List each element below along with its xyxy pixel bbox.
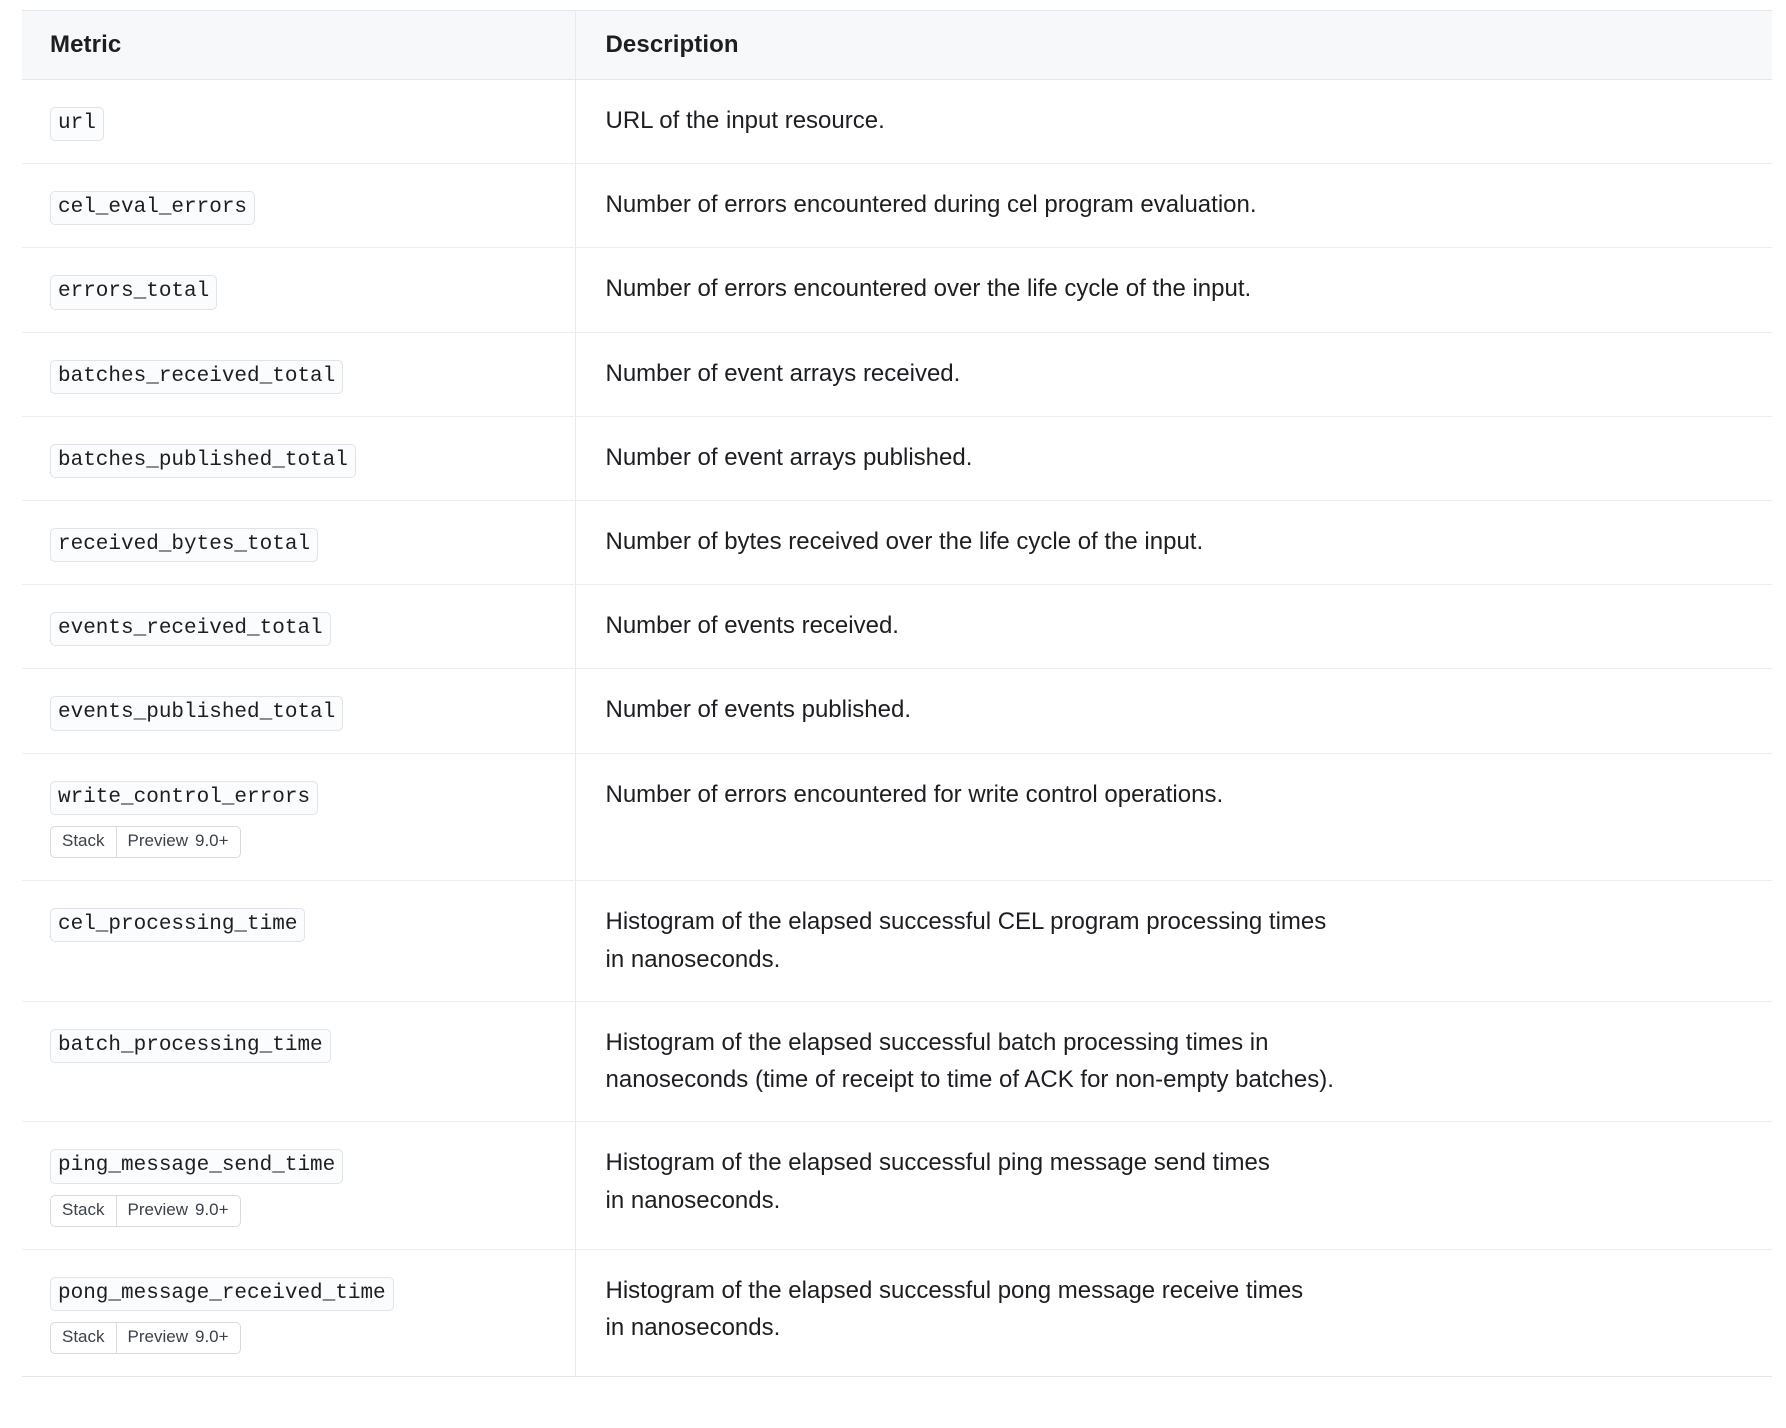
status-badge [51,1196,116,1226]
table-row [22,248,1772,332]
table-row [22,1249,1772,1376]
metric-name: pong_message_received_time [50,1277,394,1311]
description-cell [575,164,1772,248]
metric-cell [22,80,575,164]
status-badge [116,827,240,857]
metric-name: url [50,107,104,141]
metric-cell-inner [50,776,565,815]
metric-name: write_control_errors [50,781,318,815]
metric-name: cel_processing_time [50,908,305,942]
description-line: in nanoseconds. [605,1187,781,1215]
metric-cell-inner [50,355,565,394]
metric-cell-inner [50,186,565,225]
description-line: Number of errors encountered for write control operations. [605,780,1224,808]
table-row [22,669,1772,753]
metric-cell-inner [50,1144,565,1183]
description-cell [575,880,1772,1001]
metric-cell [22,753,575,880]
table-body [22,80,1772,1377]
table-row [22,80,1772,164]
metric-name: received_bytes_total [50,528,318,562]
description-line: Histogram of the elapsed successful CEL program processing times [605,907,1327,935]
description-line: Number of event arrays received. [605,359,961,387]
description-line: Histogram of the elapsed successful ping message send times [605,1149,1270,1177]
metric-cell [22,164,575,248]
availability-badge-group [50,826,241,858]
availability-badge-group [50,1322,241,1354]
metric-cell [22,500,575,584]
description-line: Number of bytes received over the life cycle of the input. [605,527,1204,555]
description-cell [575,248,1772,332]
table-row [22,1001,1772,1122]
description-cell [575,80,1772,164]
table-row [22,332,1772,416]
table-row [22,753,1772,880]
metric-cell [22,1249,575,1376]
table-row [22,1122,1772,1249]
status-badge [51,827,116,857]
table-row [22,880,1772,1001]
metric-cell [22,1001,575,1122]
metric-cell-inner [50,102,565,141]
table-header [22,11,1772,80]
column-header-metric: Metric [22,11,575,80]
description-line: Histogram of the elapsed successful pong message receive times [605,1276,1304,1304]
description-line: Number of errors encountered during cel program evaluation. [605,191,1257,219]
description-line: nanoseconds (time of receipt to time of ACK for non-empty batches). [605,1066,1334,1094]
description-line: in nanoseconds. [605,945,781,973]
status-badge-label: Preview [127,830,188,850]
status-badge-version: 9.0+ [195,830,229,850]
metric-cell [22,585,575,669]
status-badge-label: Stack [62,830,105,850]
metric-cell [22,880,575,1001]
description-line: Number of events published. [605,696,912,724]
metric-cell-inner [50,439,565,478]
metric-cell-inner [50,607,565,646]
metric-name: events_published_total [50,696,343,730]
description-cell [575,585,1772,669]
status-badge-label: Preview [127,1199,188,1219]
metric-cell-inner [50,903,565,942]
description-cell [575,332,1772,416]
description-cell [575,669,1772,753]
metric-name: ping_message_send_time [50,1149,343,1183]
metric-cell [22,332,575,416]
metric-cell [22,669,575,753]
status-badge-label: Stack [62,1326,105,1346]
description-cell [575,753,1772,880]
status-badge [116,1323,240,1353]
table-row [22,416,1772,500]
description-line: URL of the input resource. [605,107,885,134]
status-badge-label: Stack [62,1199,105,1219]
metric-cell [22,1122,575,1249]
column-header-description: Description [575,11,1772,80]
metric-cell-inner [50,270,565,309]
status-badge-version: 9.0+ [195,1326,229,1346]
description-cell [575,500,1772,584]
table-row [22,500,1772,584]
description-line: Number of events received. [605,612,899,640]
metric-name: batch_processing_time [50,1029,331,1063]
metric-cell-inner [50,523,565,562]
metric-name: cel_eval_errors [50,191,255,225]
description-line: Number of errors encountered over the life cycle of the input. [605,275,1252,303]
metric-cell-inner [50,1272,565,1311]
metric-cell-inner [50,691,565,730]
status-badge [116,1196,240,1226]
description-cell [575,1001,1772,1122]
metrics-table [22,10,1772,1377]
table-row [22,164,1772,248]
status-badge [51,1323,116,1353]
metric-cell [22,416,575,500]
description-cell [575,1249,1772,1376]
metric-name: errors_total [50,275,217,309]
metric-cell [22,248,575,332]
metric-name: batches_published_total [50,444,356,478]
description-cell [575,1122,1772,1249]
metric-cell-inner [50,1024,565,1063]
metric-name: batches_received_total [50,360,343,394]
metric-name: events_received_total [50,612,331,646]
description-line: Number of event arrays published. [605,443,973,471]
availability-badge-group [50,1195,241,1227]
table-row [22,585,1772,669]
status-badge-label: Preview [127,1326,188,1346]
status-badge-version: 9.0+ [195,1199,229,1219]
table-header-row [22,11,1772,80]
description-cell [575,416,1772,500]
description-line: in nanoseconds. [605,1314,781,1342]
description-line: Histogram of the elapsed successful batch processing times in [605,1028,1269,1056]
